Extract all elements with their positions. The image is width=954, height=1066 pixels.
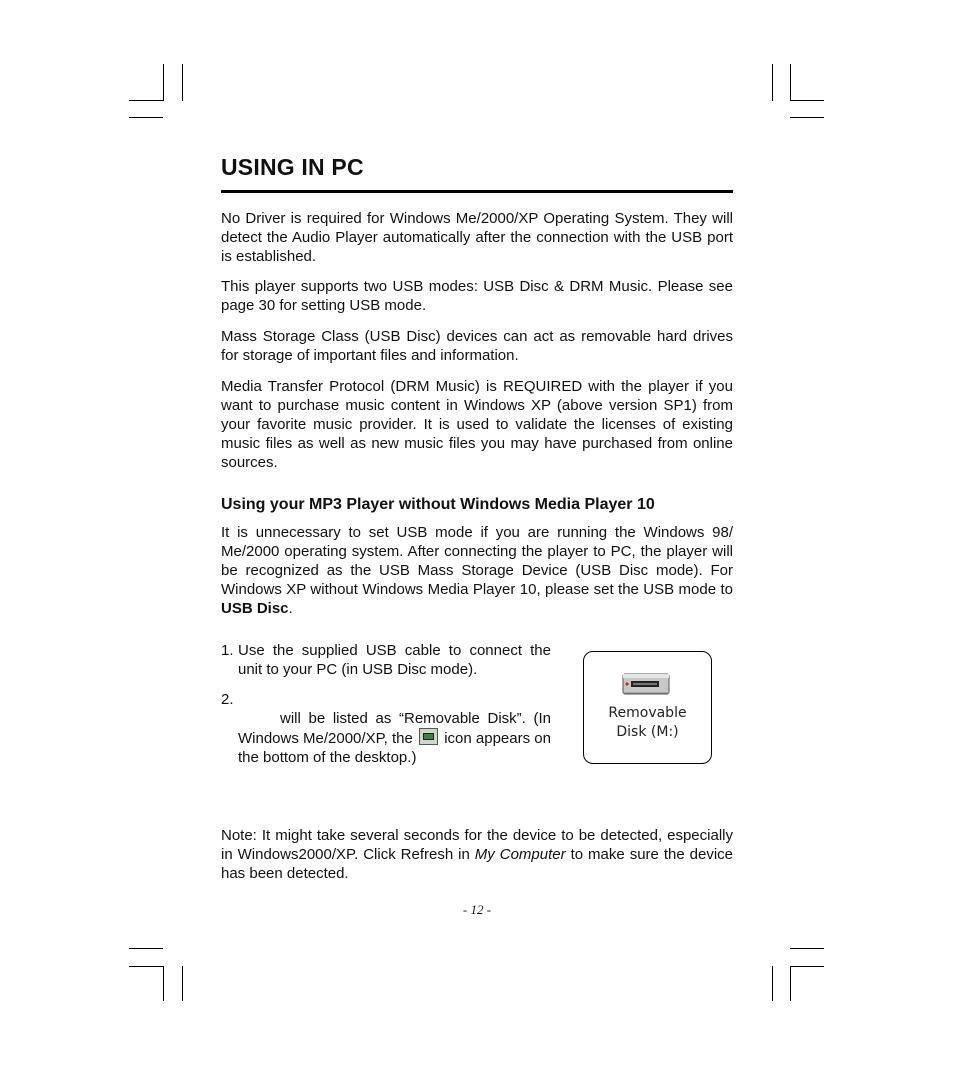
step-2-text [238, 690, 551, 767]
intro-paragraph-4: Media Transfer Protocol (DRM Music) is REQUIRED with the player if you want to purchase music content in Windows XP (above version SP1) from your favorite music provider. It is used to validate the licenses of existing music files as well as new music files you may have purchased from online sources. [221, 378, 733, 471]
step-2-text-b: icon appears on the bottom of the desktop.) [238, 730, 551, 766]
disk-label-line-1: Removable [608, 705, 687, 721]
step-1-number: 1. [221, 642, 234, 659]
step-2-text-a: will be listed as “Removable Disk”. (In Windows Me/2000/XP, the [238, 710, 551, 747]
intro-paragraph-3: Mass Storage Class (USB Disc) devices can act as removable hard drives for storage of important files and information. [221, 328, 733, 364]
note-my-computer: My Computer [474, 846, 566, 863]
note-paragraph [221, 826, 733, 883]
step-1 [221, 641, 551, 679]
note-text-after: to make sure the device has been detected. [221, 846, 733, 882]
note-text-before: Note: It might take several seconds for the device to be detected, especially in Windows2000/XP. Click Refresh in [221, 827, 733, 863]
step-2-number: 2. [221, 691, 234, 708]
step-2 [221, 690, 551, 767]
page-number: - 12 - [462, 902, 492, 917]
step-1-text: Use the supplied USB cable to connect the unit to your PC (in USB Disc mode). [238, 642, 551, 678]
removable-disk-icon-box [583, 651, 712, 764]
title-rule [221, 190, 733, 193]
safely-remove-hardware-icon [419, 728, 438, 745]
intro-paragraph-2: This player supports two USB modes: USB Disc & DRM Music. Please see page 30 for setting USB mode. [221, 278, 733, 314]
removable-disk-label [584, 704, 711, 742]
intro-paragraph-1: No Driver is required for Windows Me/2000/XP Operating System. They will detect the Audio Player automatically after the connection with the USB port is established. [221, 210, 733, 265]
usb-disc-bold: USB Disc [221, 600, 289, 617]
disk-label-line-2: Disk (M:) [616, 724, 679, 740]
section-paragraph-end: . [288, 600, 293, 617]
removable-drive-icon [622, 670, 672, 696]
section-paragraph [221, 523, 733, 618]
section-heading: Using your MP3 Player without Windows Media Player 10 [221, 496, 655, 513]
section-paragraph-text: It is unnecessary to set USB mode if you are running the Windows 98/ Me/2000 operating system. After connecting the player to PC, the player will be recognized as the USB Mass Storage Device (USB Disc mode). For Windows XP without Windows Media Player 10, please set the USB mode to [221, 524, 733, 598]
page-title: USING IN PC [221, 154, 364, 180]
